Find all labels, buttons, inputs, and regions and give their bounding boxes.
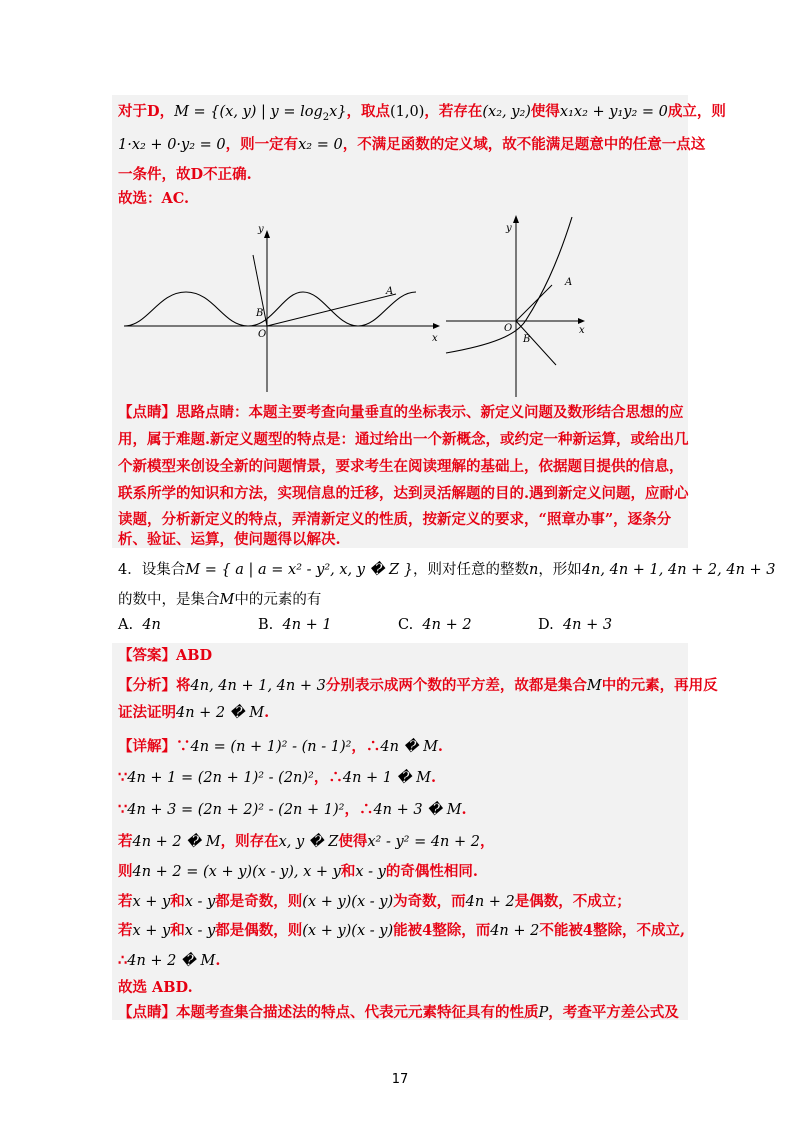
answer-line: 【答案】ABD <box>118 647 213 664</box>
dianjing-line-3: 个新模型来创设全新的问题情景，要求考生在阅读理解的基础上，依据题目提供的信息， <box>118 458 684 475</box>
figure-log-vectors <box>442 205 592 400</box>
fig1-y-label: y <box>258 224 264 235</box>
analysis-line-1: 【分析】将4n, 4n + 1, 4n + 3分别表示成两个数的平方差，故都是集合M中的元素，再用反 <box>118 677 718 694</box>
detail-line-5: 则4n + 2 = (x + y)(x - y), x + y和x - y的奇偶性相同. <box>118 863 478 880</box>
detail-line-8: ∴4n + 2 � M. <box>118 952 221 969</box>
fig1-o-label: O <box>258 329 267 340</box>
detail-line-2: ∵4n + 1 = (2n + 1)² - (2n)²，∴4n + 1 � M. <box>118 769 437 786</box>
option-a: A. 4n <box>118 617 161 633</box>
figure-sine-vectors <box>118 220 448 395</box>
option-c: C. 4n + 2 <box>398 617 472 633</box>
detail-line-7: 若x + y和x - y都是偶数，则(x + y)(x - y)能被4整除，而4n + 2不能被4整除，不成立, <box>118 922 686 939</box>
fig2-a-label: A <box>565 277 573 288</box>
dianjing-2-line-1: 【点睛】本题考查集合描述法的特点、代表元元素特征具有的性质P，考查平方差公式及 <box>118 1004 679 1021</box>
choose-ac: 故选：AC. <box>118 190 190 207</box>
d-analysis-line-3: 一条件，故D不正确. <box>118 166 252 183</box>
choose-abd: 故选 ABD. <box>118 979 193 996</box>
option-d: D. 4n + 3 <box>538 617 613 633</box>
fig2-b-label: B <box>523 334 531 345</box>
dianjing-line-2: 用，属于难题.新定义题型的特点是：通过给出一个新概念，或约定一种新运算，或给出几 <box>118 431 689 448</box>
fig2-o-label: O <box>504 323 513 334</box>
detail-line-6: 若x + y和x - y都是奇数，则(x + y)(x - y)为奇数，而4n + 2是偶数，不成立； <box>118 893 631 910</box>
d-analysis-line-2: 1·x₂ + 0·y₂ = 0，则一定有x₂ = 0，不满足函数的定义域，故不能满足题意中的任意一点这 <box>118 136 706 153</box>
analysis-line-2: 证法证明4n + 2 � M. <box>118 704 270 721</box>
fig1-a-label: A <box>386 286 394 297</box>
fig1-b-label: B <box>256 308 264 319</box>
fig2-y-label: y <box>506 223 512 234</box>
question-4-line-1: 4．设集合M = { a | a = x² - y², x, y � Z }，则对任意的整数n，形如4n, 4n + 1, 4n + 2, 4n + 3 <box>118 562 776 578</box>
fig2-x-label: x <box>579 325 585 336</box>
d-analysis-line-1: 对于D，M = {(x, y) | $y = \log_2x$}，取点(1,0)，若存在(x₂, y₂)使得x₁x₂ + y₁y₂ = 0成立，则 <box>118 103 726 123</box>
dianjing-line-5: 读题，分析新定义的特点，弄清新定义的性质，按新定义的要求，“照章办事”，逐条分 <box>118 511 672 528</box>
detail-line-3: ∵4n + 3 = (2n + 2)² - (2n + 1)²，∴4n + 3 � M. <box>118 801 467 818</box>
question-4-line-2: 的数中，是集合M中的元素的有 <box>118 592 322 608</box>
detail-line-1: 【详解】∵4n = (n + 1)² - (n - 1)²，∴4n � M. <box>118 738 443 755</box>
page-number: 17 <box>391 1072 409 1087</box>
dianjing-line-4: 联系所学的知识和方法，实现信息的迁移，达到灵活解题的目的.遇到新定义问题，应耐心 <box>118 485 689 502</box>
option-b: B. 4n + 1 <box>258 617 332 633</box>
dianjing-line-1: 【点睛】思路点睛：本题主要考查向量垂直的坐标表示、新定义问题及数形结合思想的应 <box>118 404 684 421</box>
dianjing-line-6: 析、验证、运算，使问题得以解决. <box>118 531 341 548</box>
fig1-x-label: x <box>432 333 438 344</box>
detail-line-4: 若4n + 2 � M，则存在x, y � Z使得x² - y² = 4n + 2， <box>118 833 495 850</box>
